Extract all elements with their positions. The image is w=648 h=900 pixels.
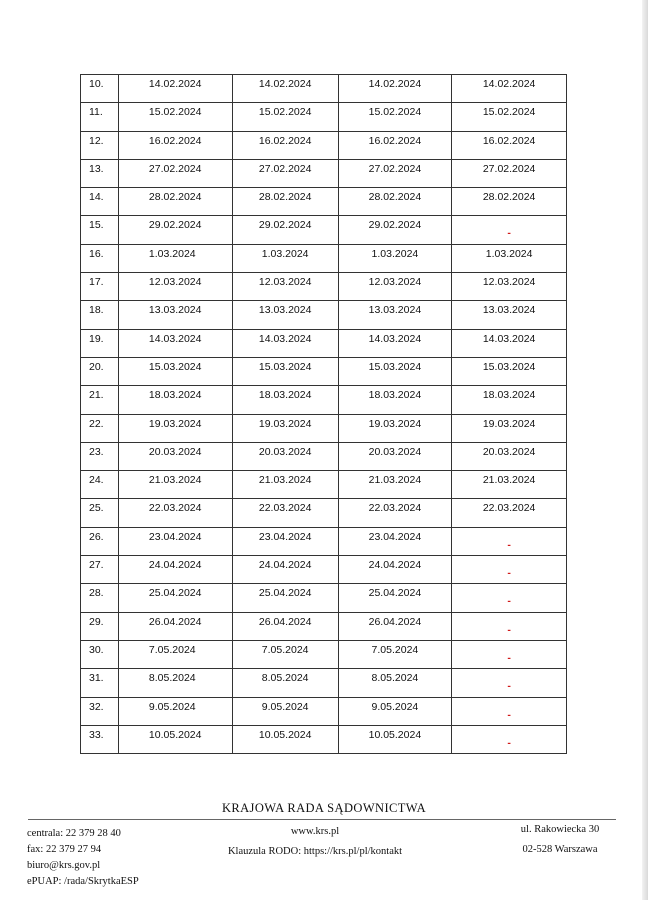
date-cell: 18.03.2024 xyxy=(338,386,452,414)
empty-dash: - xyxy=(507,680,511,693)
table-row xyxy=(81,273,567,301)
date-cell: 22.03.2024 xyxy=(118,499,232,527)
date-cell: 15.03.2024 xyxy=(232,357,338,385)
table-row xyxy=(81,556,567,584)
date-cell: 20.03.2024 xyxy=(232,442,338,470)
date-cell: 28.02.2024 xyxy=(452,188,567,216)
footer-website-link[interactable]: www.krs.pl xyxy=(290,826,340,837)
table-row xyxy=(81,75,567,103)
date-cell: 15.02.2024 xyxy=(452,103,567,131)
row-number-cell: 29. xyxy=(81,612,119,640)
date-cell: 19.03.2024 xyxy=(452,414,567,442)
date-cell: 1.03.2024 xyxy=(118,244,232,272)
table-row xyxy=(81,216,567,244)
date-cell: 15.02.2024 xyxy=(232,103,338,131)
date-cell: 21.03.2024 xyxy=(232,471,338,499)
date-cell: 1.03.2024 xyxy=(452,244,567,272)
row-number-cell: 33. xyxy=(81,725,119,753)
footer-city: 02-528 Warszawa xyxy=(522,844,598,855)
row-number-cell: 25. xyxy=(81,499,119,527)
date-cell: 8.05.2024 xyxy=(232,669,338,697)
date-cell: 20.03.2024 xyxy=(118,442,232,470)
footer-org-name: KRAJOWA RADA SĄDOWNICTWA xyxy=(221,801,427,815)
empty-dash: - xyxy=(507,595,511,608)
footer-fax: fax: 22 379 27 94 xyxy=(27,844,102,855)
date-cell: 16.02.2024 xyxy=(118,131,232,159)
date-cell: 8.05.2024 xyxy=(118,669,232,697)
date-cell: 22.03.2024 xyxy=(232,499,338,527)
date-cell: 16.02.2024 xyxy=(338,131,452,159)
date-cell xyxy=(452,584,567,612)
date-cell: 29.02.2024 xyxy=(232,216,338,244)
date-cell: 15.02.2024 xyxy=(118,103,232,131)
date-cell: 10.05.2024 xyxy=(338,725,452,753)
row-number-cell: 11. xyxy=(81,103,119,131)
table-row xyxy=(81,442,567,470)
date-cell: 23.04.2024 xyxy=(338,527,452,555)
schedule-table-body xyxy=(81,75,567,754)
date-cell: 20.03.2024 xyxy=(452,442,567,470)
row-number-cell: 24. xyxy=(81,471,119,499)
date-cell xyxy=(452,640,567,668)
footer-phone: centrala: 22 379 28 40 xyxy=(27,828,121,839)
table-row xyxy=(81,301,567,329)
empty-dash: - xyxy=(507,623,511,636)
date-cell: 18.03.2024 xyxy=(118,386,232,414)
date-cell xyxy=(452,527,567,555)
date-cell: 9.05.2024 xyxy=(338,697,452,725)
footer-epuap: ePUAP: /rada/SkrytkaESP xyxy=(27,876,139,887)
date-cell: 14.03.2024 xyxy=(338,329,452,357)
row-number-cell: 26. xyxy=(81,527,119,555)
row-number-cell: 19. xyxy=(81,329,119,357)
date-cell: 12.03.2024 xyxy=(118,273,232,301)
date-cell: 14.02.2024 xyxy=(338,75,452,103)
date-cell xyxy=(452,556,567,584)
table-row xyxy=(81,499,567,527)
date-cell: 19.03.2024 xyxy=(338,414,452,442)
date-cell: 14.02.2024 xyxy=(452,75,567,103)
row-number-cell: 12. xyxy=(81,131,119,159)
row-number-cell: 14. xyxy=(81,188,119,216)
table-row xyxy=(81,188,567,216)
table-row xyxy=(81,471,567,499)
table-row xyxy=(81,527,567,555)
row-number-cell: 10. xyxy=(81,75,119,103)
date-cell: 23.04.2024 xyxy=(232,527,338,555)
table-row xyxy=(81,414,567,442)
row-number-cell: 27. xyxy=(81,556,119,584)
date-cell: 14.03.2024 xyxy=(232,329,338,357)
date-cell xyxy=(452,697,567,725)
date-cell: 10.05.2024 xyxy=(232,725,338,753)
row-number-cell: 30. xyxy=(81,640,119,668)
row-number-cell: 31. xyxy=(81,669,119,697)
row-number-cell: 15. xyxy=(81,216,119,244)
date-cell: 28.02.2024 xyxy=(118,188,232,216)
row-number-cell: 17. xyxy=(81,273,119,301)
date-cell: 7.05.2024 xyxy=(338,640,452,668)
footer-email[interactable]: biuro@krs.gov.pl xyxy=(27,860,101,871)
date-cell: 15.02.2024 xyxy=(338,103,452,131)
date-cell: 19.03.2024 xyxy=(118,414,232,442)
date-cell: 14.03.2024 xyxy=(452,329,567,357)
date-cell: 1.03.2024 xyxy=(338,244,452,272)
date-cell: 21.03.2024 xyxy=(452,471,567,499)
date-cell: 14.03.2024 xyxy=(118,329,232,357)
date-cell: 27.02.2024 xyxy=(232,159,338,187)
row-number-cell: 32. xyxy=(81,697,119,725)
footer-contact xyxy=(27,826,139,890)
date-cell: 9.05.2024 xyxy=(232,697,338,725)
table-row xyxy=(81,329,567,357)
date-cell: 7.05.2024 xyxy=(232,640,338,668)
date-cell: 22.03.2024 xyxy=(338,499,452,527)
date-cell: 15.03.2024 xyxy=(338,357,452,385)
table-row xyxy=(81,640,567,668)
date-cell: 20.03.2024 xyxy=(338,442,452,470)
table-row xyxy=(81,612,567,640)
date-cell xyxy=(452,216,567,244)
date-cell: 24.04.2024 xyxy=(338,556,452,584)
row-number-cell: 21. xyxy=(81,386,119,414)
date-cell: 29.02.2024 xyxy=(338,216,452,244)
row-number-cell: 22. xyxy=(81,414,119,442)
date-cell: 27.02.2024 xyxy=(118,159,232,187)
date-cell: 25.04.2024 xyxy=(118,584,232,612)
date-cell: 27.02.2024 xyxy=(452,159,567,187)
date-cell: 12.03.2024 xyxy=(232,273,338,301)
table-row xyxy=(81,159,567,187)
date-cell: 12.03.2024 xyxy=(338,273,452,301)
date-cell: 18.03.2024 xyxy=(452,386,567,414)
empty-dash: - xyxy=(507,708,511,721)
table-row xyxy=(81,584,567,612)
row-number-cell: 28. xyxy=(81,584,119,612)
date-cell: 12.03.2024 xyxy=(452,273,567,301)
date-cell: 28.02.2024 xyxy=(338,188,452,216)
date-cell: 13.03.2024 xyxy=(452,301,567,329)
date-cell: 16.02.2024 xyxy=(232,131,338,159)
row-number-cell: 20. xyxy=(81,357,119,385)
date-cell: 26.04.2024 xyxy=(232,612,338,640)
date-cell: 13.03.2024 xyxy=(338,301,452,329)
date-cell xyxy=(452,669,567,697)
date-cell: 15.03.2024 xyxy=(452,357,567,385)
table-row xyxy=(81,725,567,753)
date-cell: 9.05.2024 xyxy=(118,697,232,725)
date-cell xyxy=(452,612,567,640)
table-row xyxy=(81,697,567,725)
empty-dash: - xyxy=(507,651,511,664)
date-cell: 21.03.2024 xyxy=(338,471,452,499)
row-number-cell: 16. xyxy=(81,244,119,272)
date-cell: 24.04.2024 xyxy=(232,556,338,584)
date-cell: 13.03.2024 xyxy=(118,301,232,329)
footer-rodo-link[interactable]: Klauzula RODO: https://krs.pl/pl/kontakt xyxy=(227,846,403,857)
table-row xyxy=(81,357,567,385)
date-cell: 26.04.2024 xyxy=(338,612,452,640)
date-cell: 25.04.2024 xyxy=(338,584,452,612)
empty-dash: - xyxy=(507,538,511,551)
date-cell: 19.03.2024 xyxy=(232,414,338,442)
date-cell: 26.04.2024 xyxy=(118,612,232,640)
date-cell: 25.04.2024 xyxy=(232,584,338,612)
date-cell: 14.02.2024 xyxy=(118,75,232,103)
date-cell: 8.05.2024 xyxy=(338,669,452,697)
empty-dash: - xyxy=(507,227,511,240)
empty-dash: - xyxy=(507,567,511,580)
date-cell: 29.02.2024 xyxy=(118,216,232,244)
date-cell: 23.04.2024 xyxy=(118,527,232,555)
empty-dash: - xyxy=(507,736,511,749)
date-cell: 10.05.2024 xyxy=(118,725,232,753)
date-cell: 1.03.2024 xyxy=(232,244,338,272)
footer-address xyxy=(505,820,615,860)
table-row xyxy=(81,131,567,159)
row-number-cell: 18. xyxy=(81,301,119,329)
date-cell: 14.02.2024 xyxy=(232,75,338,103)
date-cell: 7.05.2024 xyxy=(118,640,232,668)
table-row xyxy=(81,244,567,272)
table-row xyxy=(81,103,567,131)
date-cell: 22.03.2024 xyxy=(452,499,567,527)
date-cell: 28.02.2024 xyxy=(232,188,338,216)
table-row xyxy=(81,386,567,414)
row-number-cell: 13. xyxy=(81,159,119,187)
date-cell: 21.03.2024 xyxy=(118,471,232,499)
schedule-table xyxy=(80,74,567,754)
date-cell xyxy=(452,725,567,753)
table-row xyxy=(81,669,567,697)
row-number-cell: 23. xyxy=(81,442,119,470)
page-edge xyxy=(642,0,648,900)
date-cell: 16.02.2024 xyxy=(452,131,567,159)
date-cell: 15.03.2024 xyxy=(118,357,232,385)
date-cell: 24.04.2024 xyxy=(118,556,232,584)
date-cell: 18.03.2024 xyxy=(232,386,338,414)
footer-links xyxy=(190,822,440,862)
date-cell: 13.03.2024 xyxy=(232,301,338,329)
footer-street: ul. Rakowiecka 30 xyxy=(520,824,600,835)
date-cell: 27.02.2024 xyxy=(338,159,452,187)
